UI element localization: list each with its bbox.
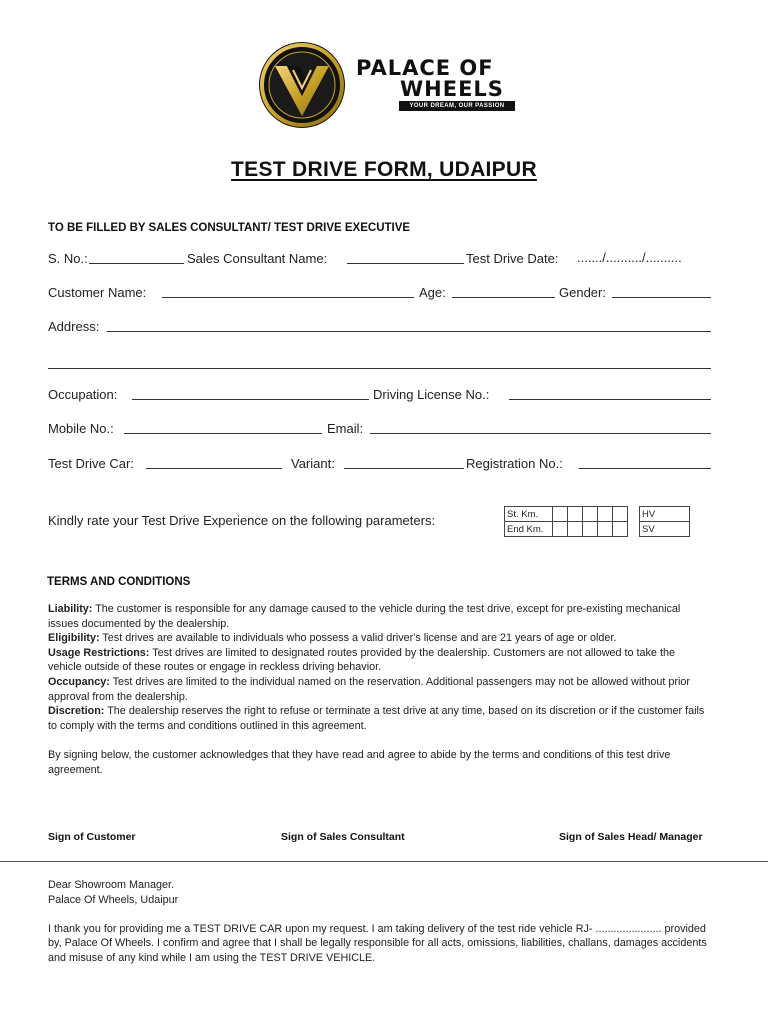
sno-label: S. No.: xyxy=(48,251,88,266)
license-label: Driving License No.: xyxy=(373,387,490,402)
section-heading: TO BE FILLED BY SALES CONSULTANT/ TEST DRIVE EXECUTIVE xyxy=(48,222,411,234)
letter-address: Palace Of Wheels, Udaipur xyxy=(48,893,179,906)
sign-manager-label: Sign of Sales Head/ Manager xyxy=(559,831,703,843)
address-field-line2[interactable] xyxy=(48,368,711,369)
customer-name-label: Customer Name: xyxy=(48,285,147,300)
term-label: Discretion: xyxy=(48,705,105,718)
email-label: Email: xyxy=(327,421,364,436)
customer-name-field[interactable] xyxy=(162,297,414,298)
term-text: The dealership reserves the right to refuse or terminate a test drive at any time, based on its discretion or if the customer fails to comply with the terms and conditions outlined in this agreement. xyxy=(48,705,705,732)
occupation-field[interactable] xyxy=(132,399,369,400)
end-km-label: End Km. xyxy=(505,522,553,537)
address-field-line1[interactable] xyxy=(107,331,711,332)
test-drive-car-field[interactable] xyxy=(146,468,282,469)
start-km-digit-cell[interactable] xyxy=(583,507,598,522)
sno-field[interactable] xyxy=(89,263,184,264)
start-km-digit-cell[interactable] xyxy=(553,507,568,522)
undertaking-letter xyxy=(48,878,720,966)
end-km-digit-cell[interactable] xyxy=(568,522,583,537)
form-title: TEST DRIVE FORM, UDAIPUR xyxy=(231,158,537,181)
palace-of-wheels-logo-icon xyxy=(253,40,351,130)
license-field[interactable] xyxy=(509,399,711,400)
start-km-digit-cell[interactable] xyxy=(613,507,628,522)
variant-field[interactable] xyxy=(344,468,464,469)
term-label: Occupancy: xyxy=(48,675,110,688)
sign-customer-label: Sign of Customer xyxy=(48,831,136,843)
address-label: Address: xyxy=(48,319,100,334)
rating-prompt: Kindly rate your Test Drive Experience on the following parameters: xyxy=(48,513,436,528)
consultant-field[interactable] xyxy=(347,263,464,264)
registration-label: Registration No.: xyxy=(466,456,563,471)
sign-consultant-label: Sign of Sales Consultant xyxy=(281,831,405,843)
acknowledgement-text: By signing below, the customer acknowledges that they have read and agree to abide by the terms and conditions of this test drive agreement. xyxy=(48,749,671,776)
term-label: Usage Restrictions: xyxy=(48,646,150,659)
term-text: Test drives are limited to designated routes provided by the dealership. Customers are not allowed to take the vehicle outside of these routes or engage in reckless driving behavior. xyxy=(48,646,675,674)
email-field[interactable] xyxy=(370,433,711,434)
age-field[interactable] xyxy=(452,297,555,298)
variant-label: Variant: xyxy=(291,456,335,471)
term-text: The customer is responsible for any damage caused to the vehicle during the test drive, except for pre-existing mechanical issues documented by the dealership. xyxy=(48,603,681,630)
term-text: Test drives are available to individuals who possess a valid driver's license and are 21 years of age or older. xyxy=(99,632,617,645)
brand-tagline: YOUR DREAM, OUR PASSION xyxy=(399,101,515,111)
gender-label: Gender: xyxy=(559,285,606,300)
terms-item-liability xyxy=(48,602,708,631)
terms-item-usage xyxy=(48,646,708,675)
test-drive-car-label: Test Drive Car: xyxy=(48,456,134,471)
hv-sv-table xyxy=(639,506,690,537)
mobile-field[interactable] xyxy=(124,433,322,434)
brand-name-line2: WHEELS xyxy=(400,77,504,101)
term-label: Eligibility: xyxy=(48,632,100,645)
sv-cell[interactable]: SV xyxy=(640,522,690,537)
term-label: Liability: xyxy=(48,603,93,615)
letter-body: I thank you for providing me a TEST DRIVE CAR upon my request. I am taking delivery of the test ride vehicle RJ- ...................... provided by, Palace Of Wheels. I confirm and agree that I shall be legally responsible for all acts, omissions, liabilities, challans, damages accidents and misuse of any kind while I am using the TEST DRIVE VEHICLE. xyxy=(48,922,707,964)
gender-field[interactable] xyxy=(612,297,711,298)
terms-item-occupancy xyxy=(48,675,708,704)
km-reading-table xyxy=(504,506,628,537)
brand-name-line1: PALACE OF xyxy=(356,56,494,80)
start-km-digit-cell[interactable] xyxy=(568,507,583,522)
date-field[interactable]: ......./........../.......... xyxy=(577,250,682,265)
date-label: Test Drive Date: xyxy=(466,251,559,266)
start-km-digit-cell[interactable] xyxy=(598,507,613,522)
start-km-label: St. Km. xyxy=(505,507,553,522)
hv-cell[interactable]: HV xyxy=(640,507,690,522)
end-km-digit-cell[interactable] xyxy=(598,522,613,537)
divider xyxy=(0,861,768,862)
letter-salutation: Dear Showroom Manager. xyxy=(48,879,175,891)
mobile-label: Mobile No.: xyxy=(48,421,114,436)
age-label: Age: xyxy=(419,285,446,300)
occupation-label: Occupation: xyxy=(48,387,118,402)
end-km-digit-cell[interactable] xyxy=(553,522,568,537)
consultant-label: Sales Consultant Name: xyxy=(187,251,328,266)
registration-field[interactable] xyxy=(579,468,711,469)
terms-heading: TERMS AND CONDITIONS xyxy=(47,576,191,588)
terms-list xyxy=(48,602,708,733)
end-km-digit-cell[interactable] xyxy=(583,522,598,537)
terms-item-discretion xyxy=(48,704,708,733)
end-km-digit-cell[interactable] xyxy=(613,522,628,537)
term-text: Test drives are limited to the individual named on the reservation. Additional passengers may not be allowed without prior approval from the dealership. xyxy=(48,675,690,703)
terms-item-eligibility xyxy=(48,631,708,646)
